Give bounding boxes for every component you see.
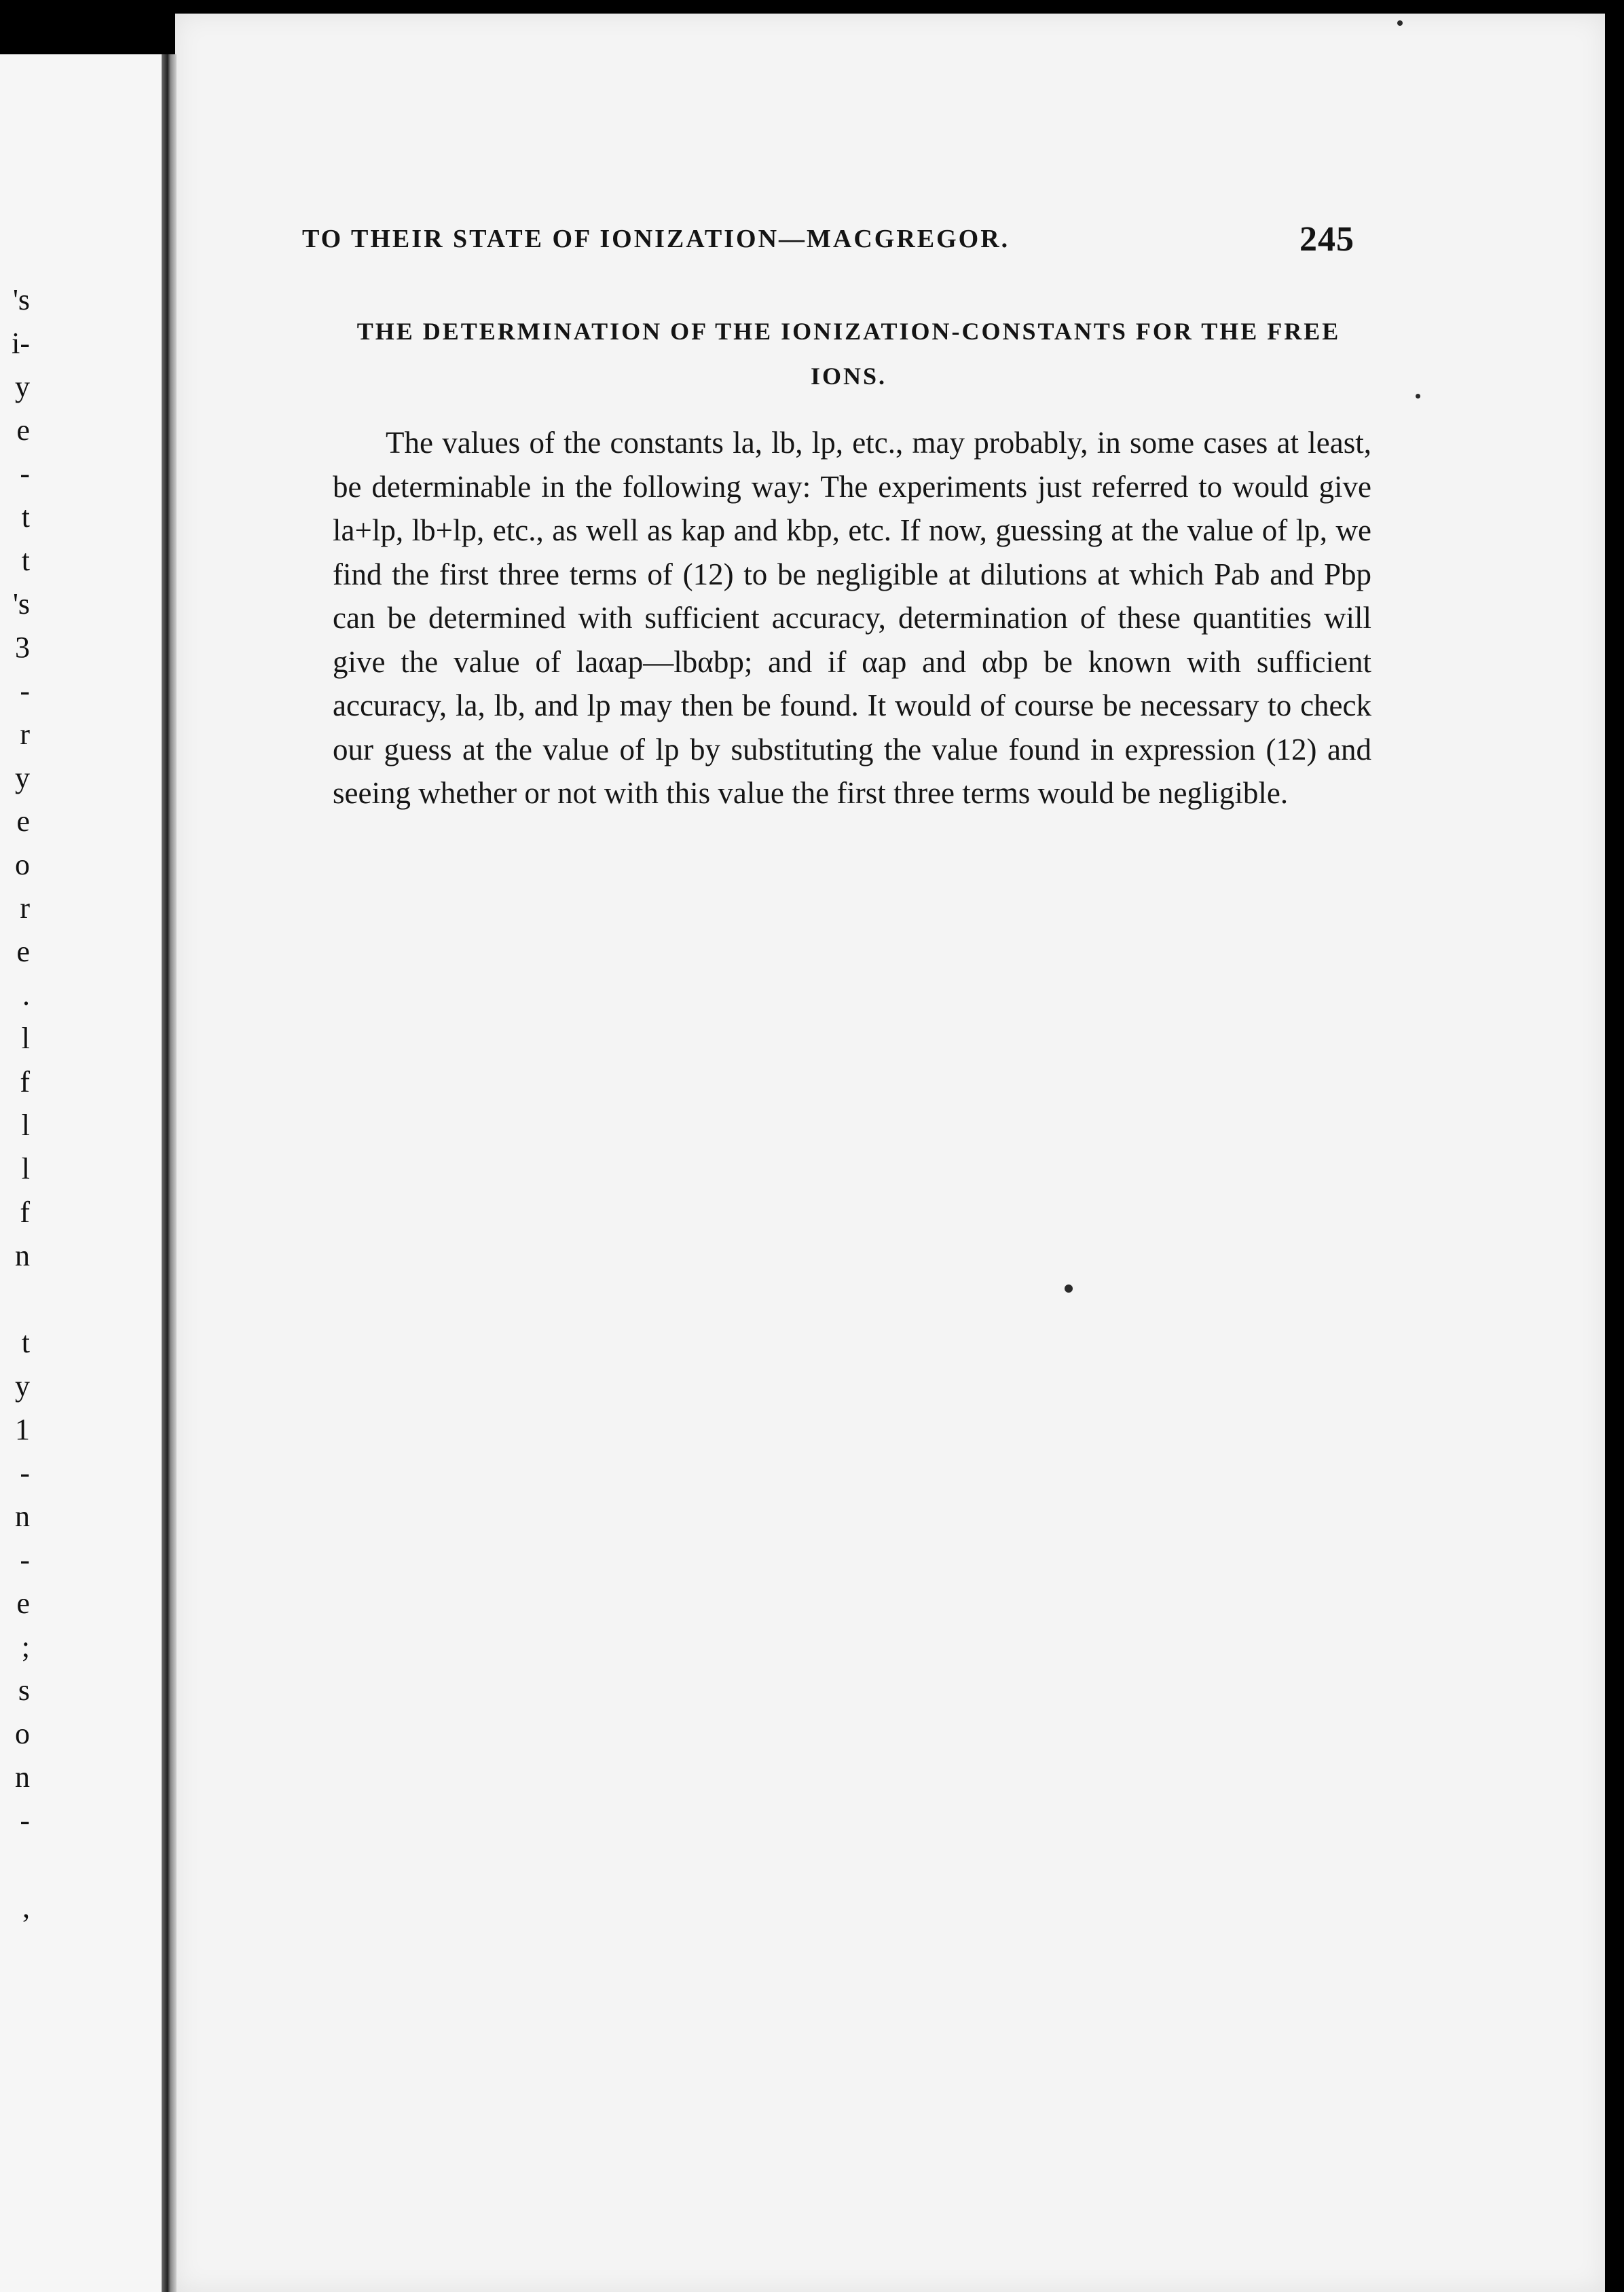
left-page-fragment: n [15,1500,30,1533]
right-border [1605,14,1624,2292]
left-page-fragment: - [20,1543,30,1576]
page-gutter [162,54,177,2292]
stray-mark [1397,20,1403,26]
stray-mark [1416,394,1420,399]
left-page-fragment: e [16,413,30,447]
stray-mark [1065,1284,1073,1293]
left-page-fragment: y [15,370,30,403]
page-number: 245 [1299,219,1354,259]
left-page-fragment: 's [12,587,30,621]
left-page-fragment: l [21,1022,30,1055]
left-page-fragment: l [21,1152,30,1185]
left-page-fragment: f [20,1065,30,1098]
left-page-text-fragments [0,278,30,1929]
left-facing-page [0,54,170,2292]
left-page-fragment: e [16,805,30,838]
left-page-fragment: r [20,891,30,925]
left-page-fragment: r [20,718,30,751]
body-paragraph: The values of the constants la, lb, lp, etc., may probably, in some cases at least, be determinable in the following way: The experiments just referred to would give la+lp, lb+lp, etc., as well as kap and kbp, etc. If now, guessing at the value of lp, we find the first three terms of (12) to be negligible at dilutions at which Pab and Pbp can be determined with sufficient accuracy, determination of these quantities will give the value of laαap—lbαbp; and if αap and αbp be known with sufficient accuracy, la, lb, and lp may then be found. It would of course be necessary to check our guess at the value of lp by substituting the value found in expression (12) and seeing whether or not with this value the first three terms would be negligible. [333,426,1371,810]
left-page-fragment: , [22,1891,30,1924]
left-page-fragment: e [16,1587,30,1620]
left-page-fragment: 1 [15,1413,30,1446]
left-page-fragment: o [15,1717,30,1750]
left-page-fragment: e [16,935,30,968]
left-page-fragment: f [20,1196,30,1229]
running-head-title: TO THEIR STATE OF IONIZATION—MACGREGOR. [302,225,1010,253]
left-page-fragment: s [18,1674,30,1707]
section-heading: THE DETERMINATION OF THE IONIZATION-CONSTANTS FOR THE FREE IONS. [356,318,1341,390]
left-page-fragment: t [21,500,30,534]
left-page-fragment [0,1843,30,1886]
left-page-fragment: 's [12,283,30,316]
running-head [302,219,1354,259]
left-page-fragment: - [20,457,30,490]
left-page-fragment: t [21,544,30,577]
left-page-fragment [0,1278,30,1321]
left-page-fragment: ; [21,1630,30,1663]
left-page-fragment: t [21,1326,30,1359]
left-page-fragment: 3 [15,631,30,664]
left-page-fragment: - [20,674,30,707]
left-page-fragment: n [15,1239,30,1272]
left-page-fragment: o [15,848,30,881]
left-page-fragment: - [20,1804,30,1837]
left-page-fragment: y [15,761,30,794]
left-page-fragment: . [22,978,30,1012]
left-page-fragment: l [21,1109,30,1142]
left-page-fragment: i- [12,327,30,360]
left-page-fragment: - [20,1456,30,1490]
left-page-fragment: y [15,1369,30,1403]
left-page-fragment: n [15,1760,30,1794]
